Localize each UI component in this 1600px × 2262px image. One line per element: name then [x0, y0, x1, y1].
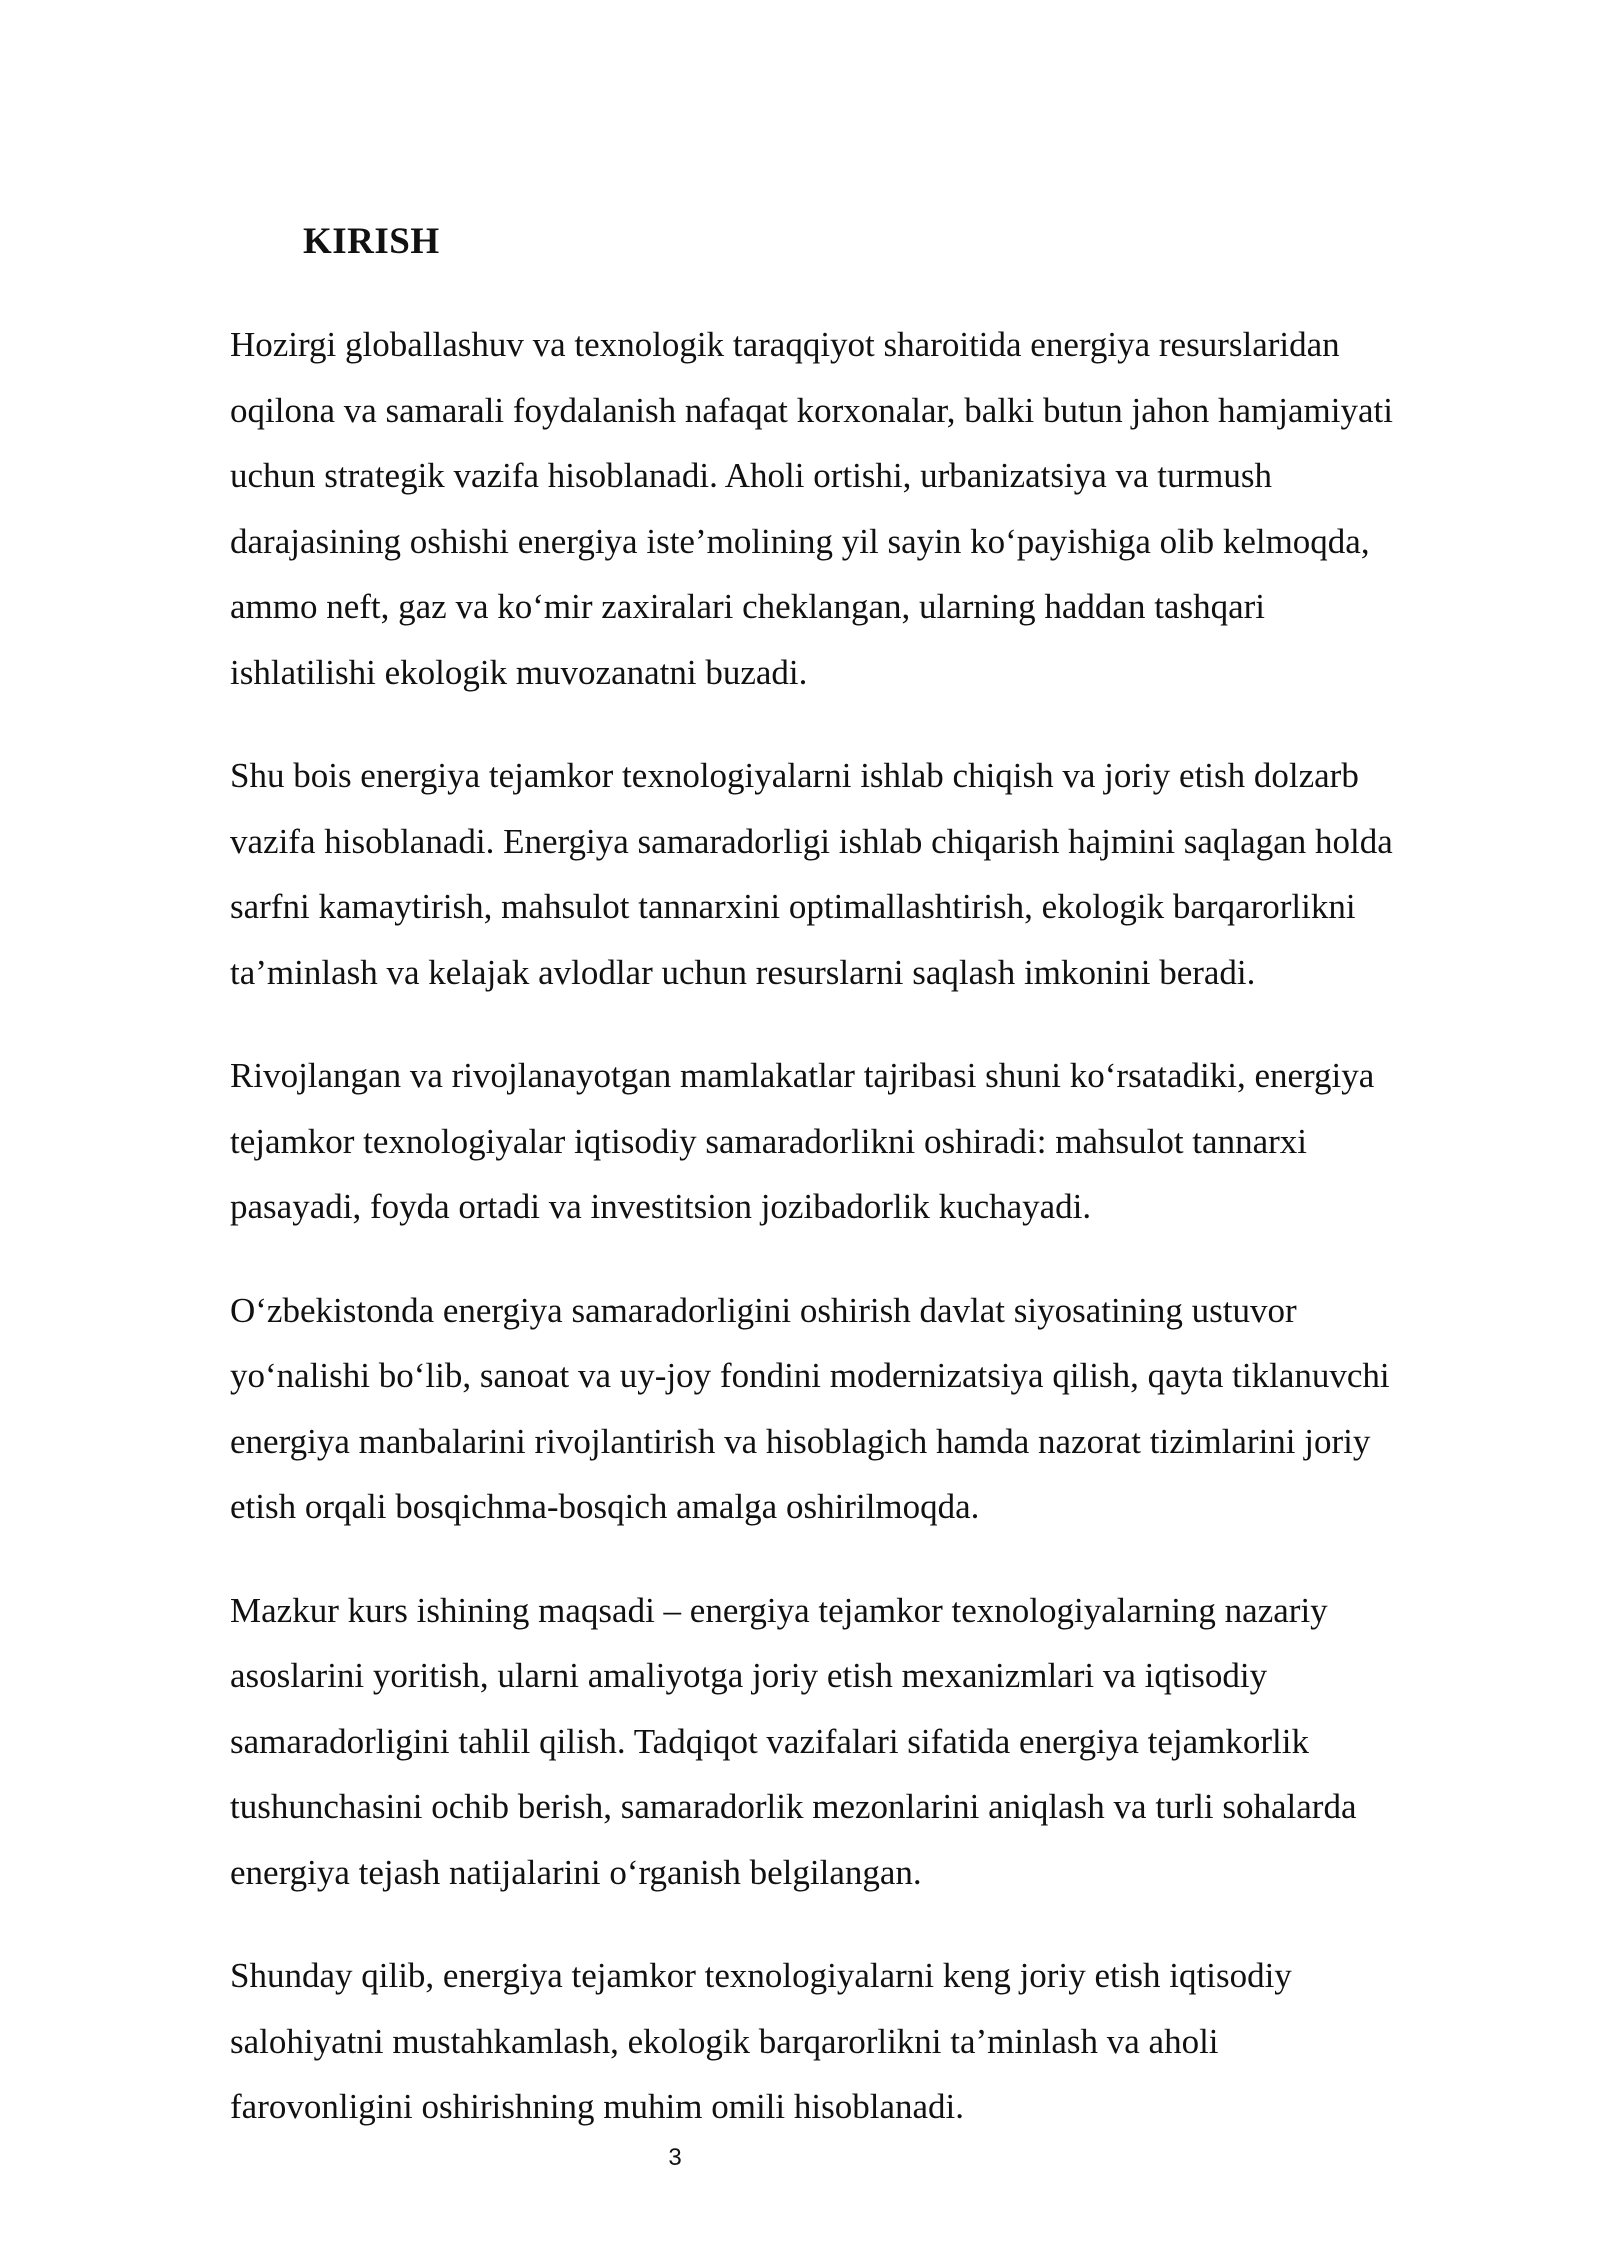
text-line: oqilona va samarali foydalanish nafaqat korxonalar, balki butun jahon hamjamiyati [230, 390, 1393, 430]
paragraph-5 [230, 1578, 1500, 1906]
text-line: darajasining oshishi energiya iste’molining yil sayin ko‘payishiga olib kelmoqda, [230, 521, 1370, 561]
text-line: pasayadi, foyda ortadi va investitsion jozibadorlik kuchayadi. [230, 1187, 1092, 1226]
text-line: farovonligini oshirishning muhim omili hisoblanadi. [230, 2087, 964, 2126]
text-line: ammo neft, gaz va ko‘mir zaxiralari cheklangan, ularning haddan tashqari [230, 587, 1265, 626]
text-line: samaradorligini tahlil qilish. Tadqiqot vazifalari sifatida energiya tejamkorlik [230, 1721, 1310, 1761]
text-line: energiya manbalarini rivojlantirish va hisoblagich hamda nazorat tizimlarini joriy [230, 1421, 1371, 1461]
text-line: Hozirgi globallashuv va texnologik taraqqiyot sharoitida energiya resurslaridan [230, 325, 1340, 364]
text-line: sarfni kamaytirish, mahsulot tannarxini optimallashtirish, ekologik barqarorlikni [230, 887, 1356, 926]
text-line: Shunday qilib, energiya tejamkor texnologiyalarni keng joriy etish iqtisodiy [230, 1956, 1292, 1995]
section-heading: KIRISH [303, 221, 440, 262]
paragraph-4 [230, 1278, 1500, 1540]
text-line: tushunchasini ochib berish, samaradorlik mezonlarini aniqlash va turli sohalarda [230, 1787, 1357, 1826]
paragraph-1 [230, 312, 1500, 705]
text-line: O‘zbekistonda energiya samaradorligini oshirish davlat siyosatining ustuvor [230, 1290, 1297, 1330]
text-line: ta’minlash va kelajak avlodlar uchun resurslarni saqlash imkonini beradi. [230, 952, 1256, 992]
text-line: asoslarini yoritish, ularni amaliyotga joriy etish mexanizmlari va iqtisodiy [230, 1656, 1268, 1695]
text-line: energiya tejash natijalarini o‘rganish belgilangan. [230, 1852, 922, 1892]
text-line: Rivojlangan va rivojlanayotgan mamlakatlar tajribasi shuni ko‘rsatadiki, energiya [230, 1056, 1375, 1095]
text-line: vazifa hisoblanadi. Energiya samaradorligi ishlab chiqarish hajmini saqlagan holda [230, 821, 1393, 861]
document-body [230, 312, 1500, 2178]
paragraph-3 [230, 1043, 1500, 1240]
text-line: etish orqali bosqichma-bosqich amalga oshirilmoqda. [230, 1487, 980, 1526]
text-line: uchun strategik vazifa hisoblanadi. Aholi ortishi, urbanizatsiya va turmush [230, 456, 1272, 495]
text-line: ishlatilishi ekologik muvozanatni buzadi. [230, 652, 808, 692]
paragraph-2 [230, 743, 1500, 1005]
paragraph-6 [230, 1943, 1500, 2140]
text-line: Shu bois energiya tejamkor texnologiyalarni ishlab chiqish va joriy etish dolzarb [230, 756, 1359, 795]
text-line: Mazkur kurs ishining maqsadi – energiya tejamkor texnologiyalarning nazariy [230, 1590, 1328, 1630]
text-line: tejamkor texnologiyalar iqtisodiy samaradorlikni oshiradi: mahsulot tannarxi [230, 1121, 1307, 1161]
page-number: 3 [668, 2144, 682, 2171]
text-line: yo‘nalishi bo‘lib, sanoat va uy-joy fondini modernizatsiya qilish, qayta tiklanuvchi [230, 1356, 1390, 1395]
text-line: salohiyatni mustahkamlash, ekologik barqarorlikni ta’minlash va aholi [230, 2021, 1219, 2061]
